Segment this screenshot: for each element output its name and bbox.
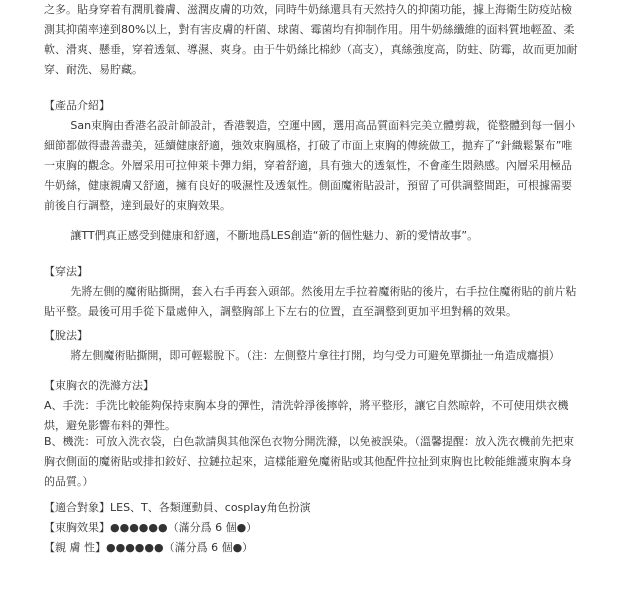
washing-method-heading: 【束胸衣的洗滌方法】 [44,379,154,392]
skin-friendliness-line: 【親 膚 性】●●●●●●（滿分爲 6 個●） [44,541,254,554]
suitable-target-line: 【適合對象】LES、T、各類運動員、cosplay角色扮演 [44,501,311,514]
wear-method-paragraph: 先將左側的魔術貼撕開，套入右手再套入頭部。然後用左手拉着魔術貼的後片，右手拉住魔術貼的前片粘貼平整。最後可用手從下量處伸入，調整胸部上下左右的位置，直至調整到更加平坦對稱的效果。 [44,285,577,318]
product-intro-heading: 【產品介紹】 [44,99,110,112]
intro-paragraph: 之多。貼身穿着有潤肌養膚、滋潤皮膚的功效，同時牛奶絲還具有天然持久的抑菌功能，據上海衛生防疫站檢測其抑菌率達到80%以上，對有害皮膚的杆菌、球菌、霉菌均有抑制作用。用牛奶絲纖維的面料質地輕盈、柔軟、滑爽、懸垂，穿着透氣、導濕、爽身。由于牛奶絲比棉紗（高支），真絲強度高，防蛀、防霉，故而更加耐穿、耐洗、易貯藏。 [44,3,578,76]
remove-method-paragraph: 將左側魔術貼撕開，即可輕鬆脫下。（注：左側整片拿往打開，均勻受力可避免單撕扯一角造成癟損） [70,349,560,362]
machine-wash-paragraph: B、機洗：可放入洗衣袋，白色款請與其他深色衣物分開洗滌，以免被誤染。（溫馨提醒：放入洗衣機前先把束胸衣側面的魔術貼或排扣鉸好、拉鏈拉起來，這樣能避免魔術貼或其他配件拉扯到束胸也比較能維護束胸本身的品質。） [44,435,575,488]
remove-method-heading: 【脫法】 [44,329,88,342]
wear-method-heading: 【穿法】 [44,265,88,278]
slogan-paragraph: 讓TT們真正感受到健康和舒適，不斷地爲LES創造“新的個性魅力、新的愛情故事”。 [70,229,479,242]
hand-wash-paragraph: A、手洗：手洗比較能夠保持束胸本身的彈性，清洗幹淨後擰幹，將平整形，讓它自然晾幹，不可使用烘衣機烘，避免影響布料的彈性。 [44,399,569,432]
product-intro-paragraph: San束胸由香港名設計師設計，香港製造，空運中國，選用高品質面料完美立體剪裁，從整體到每一個小細節都做得盡善盡美，延續健康舒適，強效束胸風格，打破了市面上束胸的傳統做工，拋弃了“針織鬆緊布”唯一束胸的觀念。外層采用可拉伸萊卡彈力絹，穿着舒適，具有強大的透氣性，不會產生悶熱感。內層采用極品牛奶絲，健康親膚又舒適，擁有良好的吸濕性及透氣性。側面魔術貼設計，預留了可供調整間距，可根據需要前後自行調整，達到最好的束胸效果。 [44,119,576,212]
binding-effect-line: 【束胸效果】●●●●●●（滿分爲 6 個●） [44,521,258,534]
